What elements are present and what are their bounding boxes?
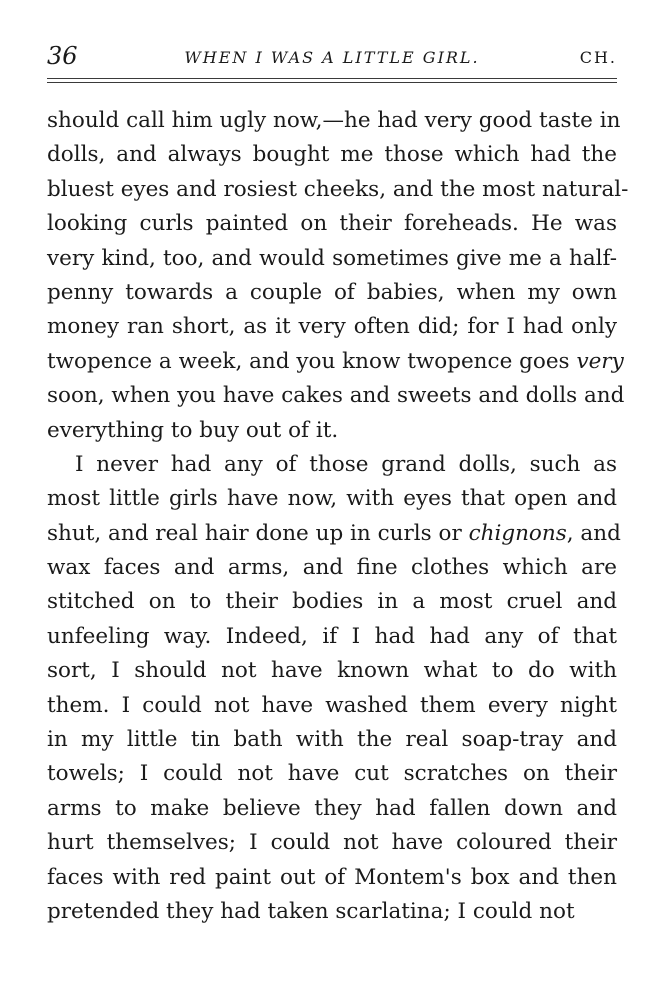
text-line: them. I could not have washed them every night — [47, 692, 617, 718]
text-line: stitched on to their bodies in a most cruel and — [47, 589, 617, 615]
text-line: I never had any of those grand dolls, such as — [75, 451, 617, 477]
text-line: towels; I could not have cut scratches on their — [47, 761, 617, 787]
chapter-mark: CH. — [579, 48, 617, 67]
text-line: faces with red paint out of Montem's box and then — [47, 864, 617, 890]
text-line: money ran short, as it very often did; for I had only — [47, 314, 617, 340]
text-run: twopence a week, and you know twopence goes — [47, 348, 577, 374]
page-number: 36 — [47, 42, 78, 70]
text-line: dolls, and always bought me those which had the — [47, 142, 617, 168]
header-rule-bottom — [47, 82, 617, 83]
text-line: arms to make believe they had fallen down and — [47, 795, 617, 821]
text-line: everything to buy out of it. — [47, 417, 339, 443]
running-title: WHEN I WAS A LITTLE GIRL. — [184, 48, 480, 67]
italic-word: very — [576, 348, 624, 374]
text-line: pretended they had taken scarlatina; I could not — [47, 898, 575, 924]
text-line: looking curls painted on their foreheads. He was — [47, 211, 617, 237]
paragraph — [47, 104, 629, 448]
text-line: wax faces and arms, and fine clothes which are — [47, 555, 617, 581]
text-line — [47, 345, 624, 379]
italic-word: chignons — [468, 520, 567, 546]
text-line: unfeeling way. Indeed, if I had had any of that — [47, 623, 617, 649]
text-line: very kind, too, and would sometimes give me a half- — [47, 245, 617, 271]
text-line: most little girls have now, with eyes that open and — [47, 486, 617, 512]
text-line: penny towards a couple of babies, when my own — [47, 279, 617, 305]
text-line: soon, when you have cakes and sweets and dolls and — [47, 383, 625, 409]
paragraph — [47, 448, 621, 929]
text-run: shut, and real hair done up in curls or — [47, 520, 469, 546]
text-line: sort, I should not have known what to do with — [47, 658, 617, 684]
text-line: hurt themselves; I could not have coloured their — [47, 830, 617, 856]
text-line: in my little tin bath with the real soap-tray and — [47, 727, 617, 753]
body-text — [47, 104, 629, 929]
running-head — [47, 40, 617, 74]
text-line — [47, 517, 621, 551]
text-run: , and — [566, 520, 621, 546]
text-line: bluest eyes and rosiest cheeks, and the most natural- — [47, 176, 629, 202]
text-line: should call him ugly now,—he had very good taste in — [47, 108, 621, 133]
header-rule-top — [47, 78, 617, 79]
